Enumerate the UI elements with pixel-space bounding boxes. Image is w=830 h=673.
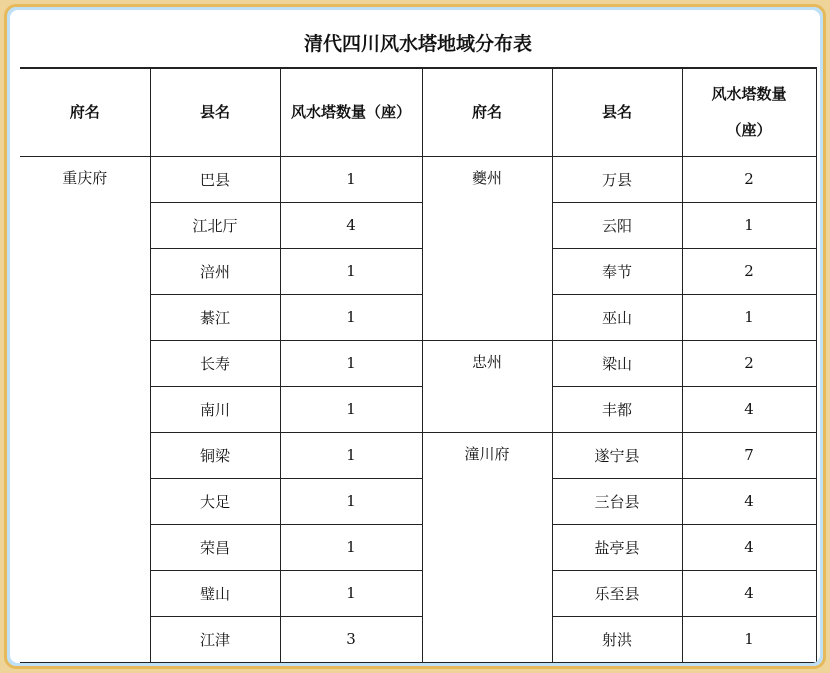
fu-cell-right: 忠州 xyxy=(422,340,552,432)
xian-cell: 乐至县 xyxy=(552,570,682,616)
header-count-right xyxy=(682,68,816,156)
count-cell: 7 xyxy=(682,432,816,478)
count-cell: 1 xyxy=(280,524,422,570)
count-cell: 1 xyxy=(280,432,422,478)
xian-cell: 盐亭县 xyxy=(552,524,682,570)
count-cell: 1 xyxy=(280,478,422,524)
xian-cell: 江津 xyxy=(150,616,280,662)
xian-cell: 璧山 xyxy=(150,570,280,616)
xian-cell: 涪州 xyxy=(150,248,280,294)
header-fu-right: 府名 xyxy=(422,68,552,156)
header-fu-left: 府名 xyxy=(20,68,150,156)
count-cell: 2 xyxy=(682,340,816,386)
table-body xyxy=(20,156,816,662)
count-cell: 4 xyxy=(682,524,816,570)
xian-cell: 三台县 xyxy=(552,478,682,524)
xian-cell: 梁山 xyxy=(552,340,682,386)
fu-cell-left: 重庆府 xyxy=(20,156,150,662)
header-count-right-line1: 风水塔数量 xyxy=(711,85,787,104)
xian-cell: 遂宁县 xyxy=(552,432,682,478)
xian-cell: 南川 xyxy=(150,386,280,432)
xian-cell: 铜梁 xyxy=(150,432,280,478)
fu-cell-right: 潼川府 xyxy=(422,432,552,662)
count-cell: 1 xyxy=(280,386,422,432)
xian-cell: 长寿 xyxy=(150,340,280,386)
table-title: 清代四川风水塔地域分布表 xyxy=(20,17,816,68)
count-cell: 2 xyxy=(682,248,816,294)
table-row xyxy=(20,156,816,202)
xian-cell: 奉节 xyxy=(552,248,682,294)
xian-cell: 巴县 xyxy=(150,156,280,202)
count-cell: 4 xyxy=(682,478,816,524)
fu-cell-right: 夔州 xyxy=(422,156,552,340)
count-cell: 1 xyxy=(682,616,816,662)
count-cell: 4 xyxy=(682,570,816,616)
count-cell: 4 xyxy=(280,202,422,248)
distribution-table xyxy=(20,17,817,663)
xian-cell: 綦江 xyxy=(150,294,280,340)
count-cell: 2 xyxy=(682,156,816,202)
xian-cell: 丰都 xyxy=(552,386,682,432)
xian-cell: 巫山 xyxy=(552,294,682,340)
document-sheet xyxy=(10,10,820,663)
xian-cell: 万县 xyxy=(552,156,682,202)
xian-cell: 荣昌 xyxy=(150,524,280,570)
count-cell: 1 xyxy=(280,294,422,340)
xian-cell: 云阳 xyxy=(552,202,682,248)
count-cell: 1 xyxy=(682,202,816,248)
xian-cell: 射洪 xyxy=(552,616,682,662)
count-cell: 3 xyxy=(280,616,422,662)
xian-cell: 大足 xyxy=(150,478,280,524)
header-count-right-line2: （座） xyxy=(726,121,772,140)
count-cell: 1 xyxy=(280,156,422,202)
xian-cell: 江北厅 xyxy=(150,202,280,248)
header-xian-left: 县名 xyxy=(150,68,280,156)
count-cell: 1 xyxy=(280,570,422,616)
header-xian-right: 县名 xyxy=(552,68,682,156)
count-cell: 1 xyxy=(280,248,422,294)
header-count-left: 风水塔数量（座） xyxy=(280,68,422,156)
count-cell: 1 xyxy=(682,294,816,340)
count-cell: 4 xyxy=(682,386,816,432)
count-cell: 1 xyxy=(280,340,422,386)
image-frame xyxy=(4,4,826,669)
